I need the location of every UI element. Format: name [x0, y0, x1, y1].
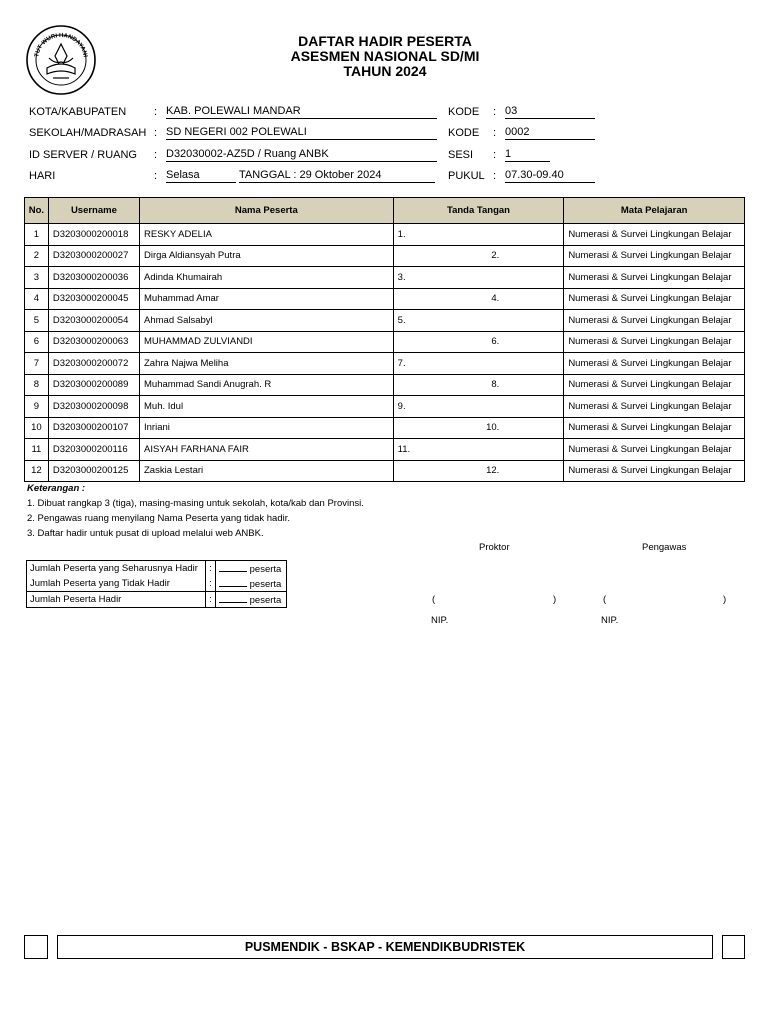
colon: : — [493, 106, 497, 118]
cell-tanda-tangan: 8. — [393, 374, 564, 396]
cell-mata-pelajaran: Numerasi & Survei Lingkungan Belajar — [564, 460, 745, 482]
cell-nama-peserta: AISYAH FARHANA FAIR — [140, 439, 394, 461]
sekolah-value: SD NEGERI 002 POLEWALI — [166, 126, 437, 140]
cell-tanda-tangan: 7. — [393, 353, 564, 375]
cell-tanda-tangan: 12. — [393, 460, 564, 482]
kota-value: KAB. POLEWALI MANDAR — [166, 105, 437, 119]
cell-username: D3203000200018 — [48, 224, 139, 246]
server-value: D32030002-AZ5D / Ruang ANBK — [166, 148, 437, 162]
cell-tanda-tangan: 2. — [393, 245, 564, 267]
summary-box — [26, 560, 287, 608]
server-label: ID SERVER / RUANG — [29, 149, 137, 161]
cell-nama-peserta: Inriani — [140, 417, 394, 439]
sekolah-label: SEKOLAH/MADRASAH — [29, 127, 147, 139]
cell-tanda-tangan: 6. — [393, 331, 564, 353]
kode1-label: KODE — [448, 106, 480, 118]
cell-mata-pelajaran: Numerasi & Survei Lingkungan Belajar — [564, 310, 745, 332]
colon: : — [154, 149, 158, 161]
summary-value — [215, 561, 286, 577]
col-header-tanda-tangan: Tanda Tangan — [393, 198, 564, 224]
cell-username: D3203000200125 — [48, 460, 139, 482]
pengawas-open-paren: ( — [603, 594, 607, 605]
keterangan-title: Keterangan : — [27, 483, 86, 494]
cell-username: D3203000200107 — [48, 417, 139, 439]
cell-mata-pelajaran: Numerasi & Survei Lingkungan Belajar — [564, 353, 745, 375]
table-row — [25, 460, 745, 482]
cell-no: 9 — [25, 396, 49, 418]
cell-mata-pelajaran: Numerasi & Survei Lingkungan Belajar — [564, 396, 745, 418]
sesi-label: SESI — [448, 149, 474, 161]
keterangan-item: 1. Dibuat rangkap 3 (tiga), masing-masing untuk sekolah, kota/kab dan Provinsi. — [27, 498, 364, 509]
cell-no: 5 — [25, 310, 49, 332]
table-row — [25, 310, 745, 332]
cell-mata-pelajaran: Numerasi & Survei Lingkungan Belajar — [564, 374, 745, 396]
col-header-username: Username — [48, 198, 139, 224]
table-row — [25, 353, 745, 375]
summary-row — [27, 576, 287, 592]
kota-label: KOTA/KABUPATEN — [29, 106, 127, 118]
cell-mata-pelajaran: Numerasi & Survei Lingkungan Belajar — [564, 288, 745, 310]
cell-no: 8 — [25, 374, 49, 396]
cell-no: 7 — [25, 353, 49, 375]
table-row — [25, 417, 745, 439]
cell-tanda-tangan: 1. — [393, 224, 564, 246]
keterangan-item: 3. Daftar hadir untuk pusat di upload melalui web ANBK. — [27, 528, 264, 539]
col-header-no: No. — [25, 198, 49, 224]
col-header-nama: Nama Peserta — [140, 198, 394, 224]
colon: : — [154, 170, 158, 182]
table-row — [25, 245, 745, 267]
pengawas-nip-label: NIP. — [601, 615, 619, 626]
table-row — [25, 224, 745, 246]
kode2-label: KODE — [448, 127, 480, 139]
cell-mata-pelajaran: Numerasi & Survei Lingkungan Belajar — [564, 439, 745, 461]
cell-mata-pelajaran: Numerasi & Survei Lingkungan Belajar — [564, 331, 745, 353]
summary-colon: : — [206, 561, 216, 577]
summary-unit: peserta — [249, 594, 282, 606]
sesi-value: 1 — [505, 148, 550, 162]
cell-username: D3203000200063 — [48, 331, 139, 353]
proktor-close-paren: ) — [553, 594, 557, 605]
cell-tanda-tangan: 3. — [393, 267, 564, 289]
summary-value — [215, 576, 286, 592]
cell-tanda-tangan: 10. — [393, 417, 564, 439]
table-row — [25, 374, 745, 396]
blank-line — [219, 578, 247, 587]
footer-banner: PUSMENDIK - BSKAP - KEMENDIKBUDRISTEK — [57, 935, 713, 959]
table-row — [25, 267, 745, 289]
summary-label: Jumlah Peserta yang Tidak Hadir — [27, 576, 206, 592]
title-line-3: TAHUN 2024 — [343, 63, 427, 79]
cell-no: 3 — [25, 267, 49, 289]
table-row — [25, 439, 745, 461]
cell-tanda-tangan: 4. — [393, 288, 564, 310]
cell-nama-peserta: Ahmad Salsabyl — [140, 310, 394, 332]
blank-line — [219, 594, 247, 603]
cell-nama-peserta: MUHAMMAD ZULVIANDI — [140, 331, 394, 353]
cell-tanda-tangan: 5. — [393, 310, 564, 332]
blank-line — [219, 563, 247, 572]
colon: : — [493, 149, 497, 161]
svg-text:TUT WURI HANDAYANI: TUT WURI HANDAYANI — [34, 32, 88, 58]
table-row — [25, 396, 745, 418]
footer-right-box — [722, 935, 745, 959]
cell-nama-peserta: Muh. Idul — [140, 396, 394, 418]
title-line-1: DAFTAR HADIR PESERTA — [298, 33, 472, 49]
cell-tanda-tangan: 11. — [393, 439, 564, 461]
pukul-label: PUKUL — [448, 170, 485, 182]
cell-no: 10 — [25, 417, 49, 439]
col-header-mata-pelajaran: Mata Pelajaran — [564, 198, 745, 224]
cell-nama-peserta: Zaskia Lestari — [140, 460, 394, 482]
attendance-table — [24, 197, 745, 482]
cell-no: 11 — [25, 439, 49, 461]
pukul-value: 07.30-09.40 — [505, 169, 595, 183]
info-block — [0, 0, 768, 190]
hari-value: Selasa — [166, 169, 236, 183]
colon: : — [493, 170, 497, 182]
keterangan-item: 2. Pengawas ruang menyilang Nama Peserta yang tidak hadir. — [27, 513, 290, 524]
cell-mata-pelajaran: Numerasi & Survei Lingkungan Belajar — [564, 224, 745, 246]
cell-username: D3203000200036 — [48, 267, 139, 289]
summary-unit: peserta — [249, 578, 282, 590]
cell-username: D3203000200054 — [48, 310, 139, 332]
table-header-row — [25, 198, 745, 224]
proktor-open-paren: ( — [432, 594, 436, 605]
kode1-value: 03 — [505, 105, 595, 119]
table-row — [25, 331, 745, 353]
kode2-value: 0002 — [505, 126, 595, 140]
cell-nama-peserta: Dirga Aldiansyah Putra — [140, 245, 394, 267]
cell-username: D3203000200045 — [48, 288, 139, 310]
cell-username: D3203000200089 — [48, 374, 139, 396]
summary-row — [27, 561, 287, 577]
summary-label: Jumlah Peserta Hadir — [27, 592, 206, 608]
cell-username: D3203000200072 — [48, 353, 139, 375]
cell-mata-pelajaran: Numerasi & Survei Lingkungan Belajar — [564, 267, 745, 289]
cell-username: D3203000200098 — [48, 396, 139, 418]
cell-username: D3203000200116 — [48, 439, 139, 461]
title-line-2: ASESMEN NASIONAL SD/MI — [290, 48, 480, 64]
cell-nama-peserta: RESKY ADELIA — [140, 224, 394, 246]
table-row — [25, 288, 745, 310]
pengawas-label: Pengawas — [642, 542, 687, 553]
cell-nama-peserta: Adinda Khumairah — [140, 267, 394, 289]
cell-no: 6 — [25, 331, 49, 353]
hari-label: HARI — [29, 170, 56, 182]
cell-tanda-tangan: 9. — [393, 396, 564, 418]
cell-username: D3203000200027 — [48, 245, 139, 267]
cell-mata-pelajaran: Numerasi & Survei Lingkungan Belajar — [564, 417, 745, 439]
cell-no: 12 — [25, 460, 49, 482]
keterangan — [27, 481, 364, 541]
summary-value — [215, 592, 286, 608]
cell-nama-peserta: Muhammad Amar — [140, 288, 394, 310]
pengawas-close-paren: ) — [723, 594, 727, 605]
colon: : — [493, 127, 497, 139]
cell-nama-peserta: Muhammad Sandi Anugrah. R — [140, 374, 394, 396]
colon: : — [154, 127, 158, 139]
cell-mata-pelajaran: Numerasi & Survei Lingkungan Belajar — [564, 245, 745, 267]
summary-row — [27, 592, 287, 608]
cell-no: 1 — [25, 224, 49, 246]
colon: : — [154, 106, 158, 118]
proktor-nip-label: NIP. — [431, 615, 449, 626]
summary-colon: : — [206, 576, 216, 592]
cell-no: 4 — [25, 288, 49, 310]
summary-unit: peserta — [249, 563, 282, 575]
summary-label: Jumlah Peserta yang Seharusnya Hadir — [27, 561, 206, 577]
cell-nama-peserta: Zahra Najwa Meliha — [140, 353, 394, 375]
cell-no: 2 — [25, 245, 49, 267]
tanggal-value: TANGGAL : 29 Oktober 2024 — [239, 169, 435, 183]
footer-left-box — [24, 935, 48, 959]
summary-colon: : — [206, 592, 216, 608]
proktor-label: Proktor — [479, 542, 510, 553]
